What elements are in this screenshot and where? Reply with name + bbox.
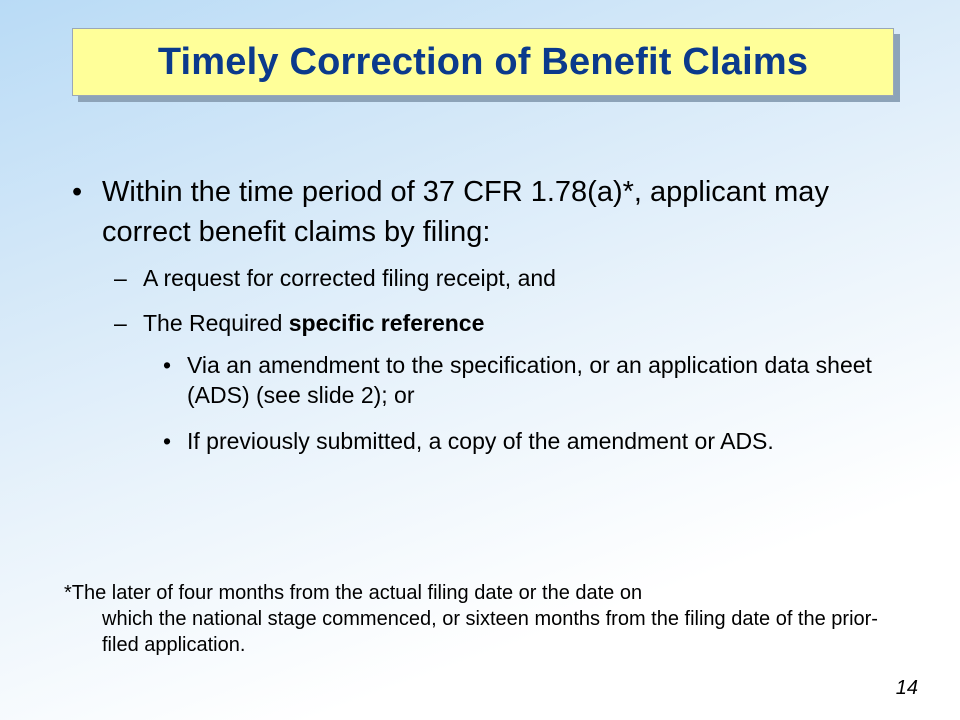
sub-bullet-1-text: A request for corrected filing receipt, and xyxy=(143,265,556,291)
sub-bullet-2 xyxy=(114,307,874,339)
slide-title: Timely Correction of Benefit Claims xyxy=(157,40,809,83)
sub-sub-bullet-2 xyxy=(163,426,873,456)
sub-sub-bullet-1-text: Via an amendment to the specification, or an application data sheet (ADS) (see slide 2); or xyxy=(187,352,872,408)
bullet-marker: • xyxy=(72,176,83,208)
bullet-marker: • xyxy=(163,352,172,378)
sub-sub-bullet-2-text: If previously submitted, a copy of the amendment or ADS. xyxy=(187,428,774,454)
title-box xyxy=(72,28,894,96)
page-number: 14 xyxy=(895,677,918,699)
sub-bullet-2-plain: The Required xyxy=(143,310,289,336)
main-bullet-text: Within the time period of 37 CFR 1.78(a)*, applicant may correct benefit claims by filing: xyxy=(102,176,829,248)
main-bullet xyxy=(72,172,892,252)
title-banner xyxy=(72,28,894,96)
sub-sub-bullet-1 xyxy=(163,350,873,410)
sub-bullet-2-bold: specific reference xyxy=(288,310,485,336)
sub-bullet-2-text xyxy=(143,307,874,339)
footnote xyxy=(64,580,894,658)
dash-marker: – xyxy=(114,265,127,291)
footnote-first-line: *The later of four months from the actual filing date or the date on xyxy=(64,582,643,604)
footnote-continuation: which the national stage commenced, or sixteen months from the filing date of the prior-filed application. xyxy=(102,608,878,656)
sub-bullet-1 xyxy=(114,262,874,294)
dash-marker: – xyxy=(114,310,127,336)
bullet-marker: • xyxy=(163,428,172,454)
